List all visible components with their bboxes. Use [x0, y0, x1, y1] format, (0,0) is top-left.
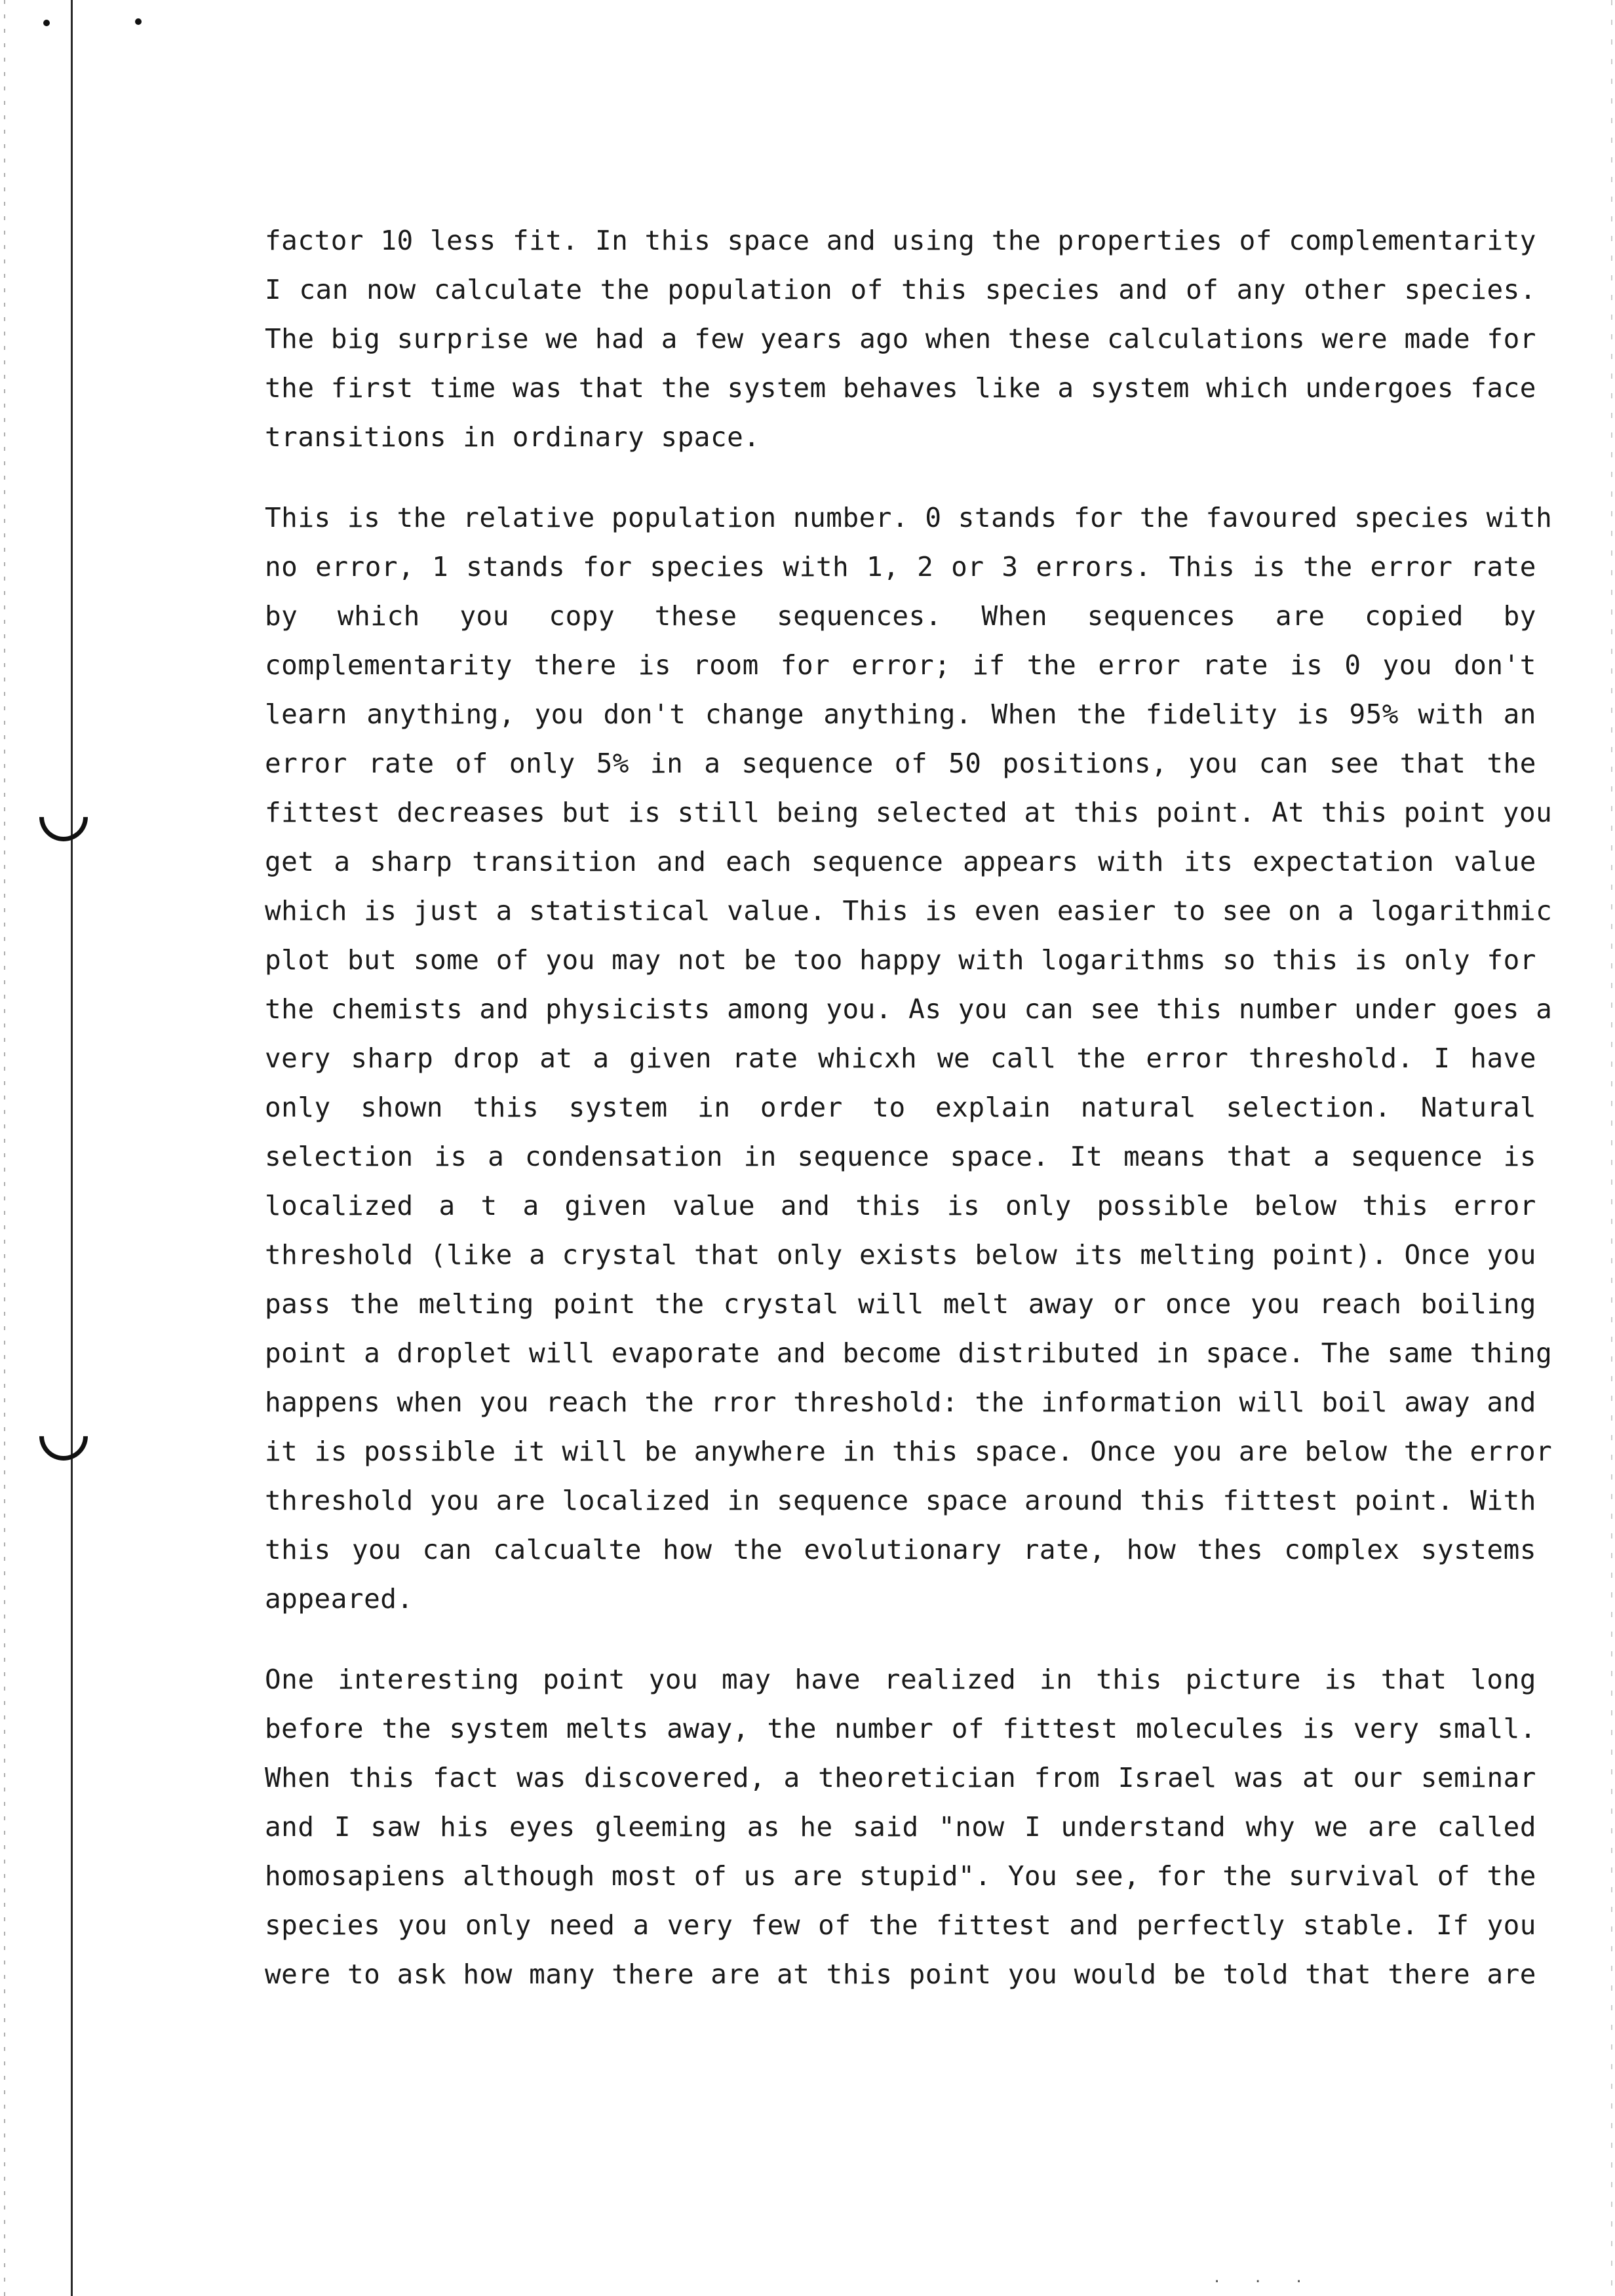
paragraph-1	[265, 216, 1536, 462]
text-line: plot but some of you may not be too happy with logarithms so this is only for	[265, 944, 1536, 976]
text-line: by which you copy these sequences. When sequences are copied by	[265, 600, 1536, 632]
text-line: This is the relative population number. 0 stands for the favoured species with	[265, 502, 1553, 533]
text-line: transitions in ordinary space.	[265, 421, 760, 453]
text-line: were to ask how many there are at this point you would be told that there are	[265, 1959, 1536, 1990]
text-line: happens when you reach the rror threshold: the information will boil away and	[265, 1387, 1536, 1418]
text-line: pass the melting point the crystal will melt away or once you reach boiling	[265, 1288, 1536, 1320]
text-line: One interesting point you may have realized in this picture is that long	[265, 1664, 1536, 1695]
text-line: and I saw his eyes gleeming as he said "now I understand why we are called	[265, 1811, 1536, 1843]
paragraph-2	[265, 493, 1553, 1624]
text-line: fittest decreases but is still being selected at this point. At this point you	[265, 797, 1553, 828]
text-line: very sharp drop at a given rate whicxh we call the error threshold. I have	[265, 1043, 1536, 1074]
text-line: species you only need a very few of the fittest and perfectly stable. If you	[265, 1909, 1536, 1941]
text-line: factor 10 less fit. In this space and using the properties of complementarity	[265, 225, 1536, 256]
text-line: The big surprise we had a few years ago when these calculations were made for	[265, 323, 1536, 354]
punch-dot-mark	[43, 20, 50, 26]
text-line: no error, 1 stands for species with 1, 2 or 3 errors. This is the error rate	[265, 551, 1536, 583]
text-line: the first time was that the system behaves like a system which undergoes face	[265, 372, 1536, 404]
text-line: complementarity there is room for error; if the error rate is 0 you don't	[265, 649, 1536, 681]
text-line: threshold (like a crystal that only exists below its melting point). Once you	[265, 1239, 1536, 1271]
text-line: selection is a condensation in sequence space. It means that a sequence is	[265, 1141, 1536, 1172]
paragraph-3	[265, 1655, 1536, 1999]
text-line: learn anything, you don't change anything. When the fidelity is 95% with an	[265, 698, 1536, 730]
text-line: point a droplet will evaporate and become distributed in space. The same thing	[265, 1337, 1553, 1369]
text-line: this you can calcualte how the evolutionary rate, how thes complex systems	[265, 1534, 1536, 1565]
binder-hole-mark-upper	[29, 783, 98, 852]
text-line: homosapiens although most of us are stupid". You see, for the survival of the	[265, 1860, 1536, 1892]
text-line: get a sharp transition and each sequence appears with its expectation value	[265, 846, 1536, 877]
text-line: only shown this system in order to explain natural selection. Natural	[265, 1092, 1536, 1123]
scan-speck-marks: · · ·	[1213, 2274, 1315, 2290]
text-line: appeared.	[265, 1583, 414, 1615]
text-line: When this fact was discovered, a theoretician from Israel was at our seminar	[265, 1762, 1536, 1793]
text-line: before the system melts away, the number of fittest molecules is very small.	[265, 1713, 1536, 1744]
text-line: error rate of only 5% in a sequence of 50 positions, you can see that the	[265, 748, 1536, 779]
text-line: the chemists and physicists among you. As you can see this number under goes a	[265, 993, 1553, 1025]
body-text	[265, 216, 1553, 2031]
text-line: I can now calculate the population of this species and of any other species.	[265, 274, 1536, 305]
punch-dot-mark	[135, 18, 142, 25]
left-edge-border	[4, 0, 5, 2296]
text-line: it is possible it will be anywhere in this space. Once you are below the error	[265, 1436, 1553, 1467]
right-edge-border	[1611, 0, 1612, 2296]
text-line: which is just a statistical value. This is even easier to see on a logarithmic	[265, 895, 1553, 927]
text-line: localized a t a given value and this is only possible below this error	[265, 1190, 1536, 1221]
binding-margin-line	[71, 0, 73, 2296]
binder-hole-mark-lower	[29, 1402, 98, 1471]
text-line: threshold you are localized in sequence space around this fittest point. With	[265, 1485, 1536, 1516]
